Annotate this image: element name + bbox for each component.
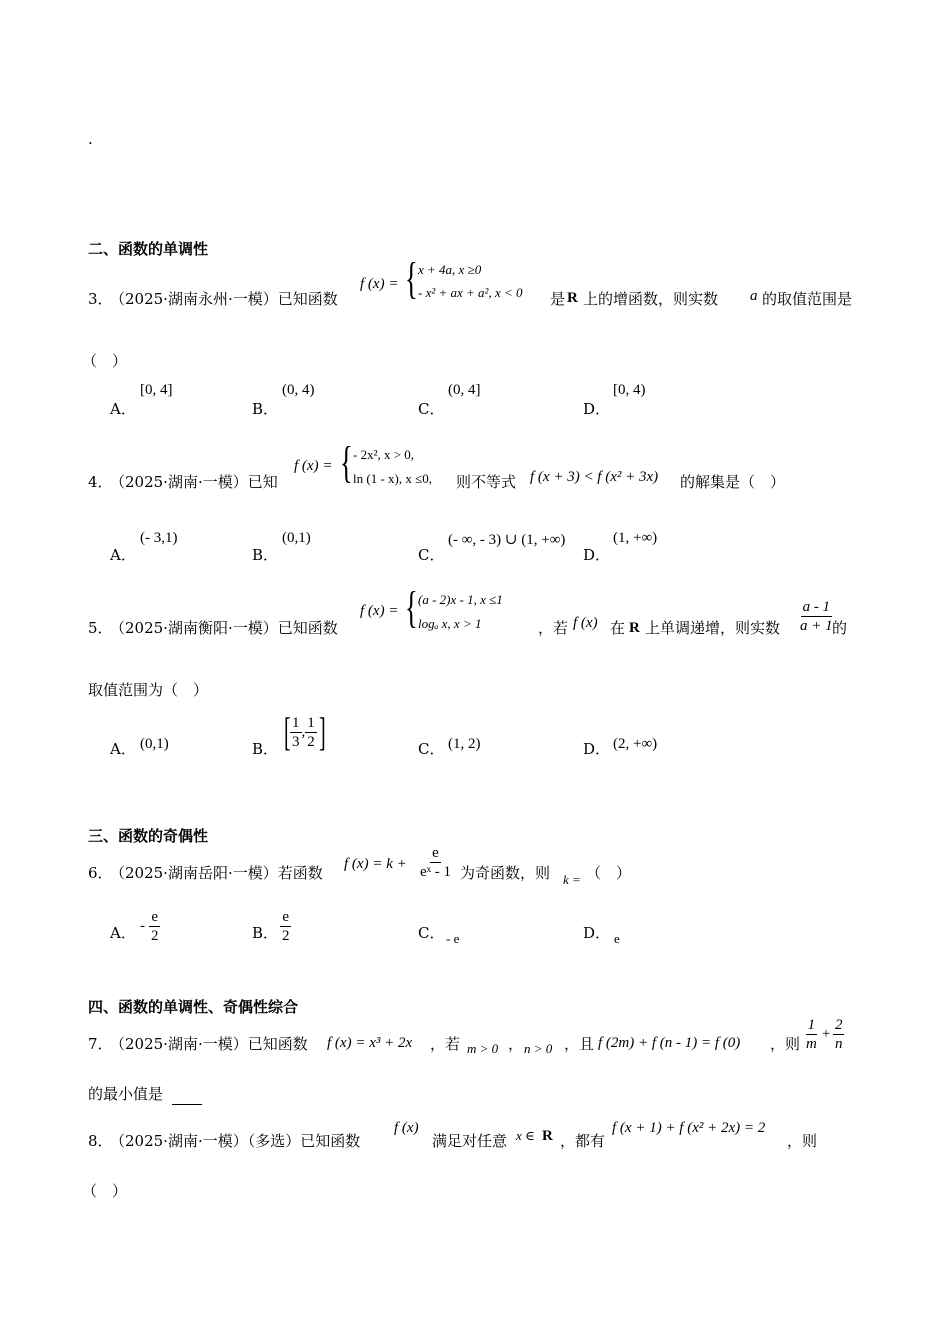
q4-option-c-value: (- ∞, - 3) ∪ (1, +∞) xyxy=(448,532,566,548)
q7-c2: ， xyxy=(508,1035,524,1053)
q4-case1: - 2x², x > 0, xyxy=(353,447,415,462)
q3-source: （2025·湖南永州·一模）已知函数 xyxy=(110,290,338,308)
q5-number: 5． xyxy=(88,619,113,637)
q6-number: 6． xyxy=(88,864,113,882)
q3-option-c-label: C． xyxy=(418,400,445,418)
q5-source: （2025·湖南衡阳·一模）已知函数 xyxy=(110,619,338,637)
q5-option-d-label: D． xyxy=(583,740,611,758)
q3-case1: x + 4a, x ≥0 xyxy=(418,262,482,277)
q3-option-a-value: [0, 4] xyxy=(140,382,173,398)
q7-f1n: 1 xyxy=(807,1017,816,1033)
q7-plus: + xyxy=(820,1026,831,1042)
q7-fx: f (x) = x³ + 2x xyxy=(327,1035,413,1051)
q7-f2n: 2 xyxy=(834,1017,843,1033)
q5-mid: ，若 xyxy=(538,619,569,637)
q8-source: （2025·湖南·一模）（多选）已知函数 xyxy=(110,1132,361,1150)
q6-option-a-label: A． xyxy=(110,924,136,942)
section-heading-monotonicity: 二、函数的单调性 xyxy=(88,240,209,258)
q3-tail: 上的增函数，则实数 xyxy=(583,290,719,308)
q5-brace: { xyxy=(405,583,418,632)
q3-option-b-value: (0, 4) xyxy=(282,382,315,398)
q3-a: a xyxy=(750,288,758,304)
q6-option-c-label: C． xyxy=(418,924,445,942)
q6-option-d-value: e xyxy=(614,931,620,946)
q6-b-n: e xyxy=(282,909,290,925)
q5-option-a-label: A． xyxy=(110,740,136,758)
q7-blank xyxy=(172,1083,202,1105)
q7-number: 7． xyxy=(88,1035,113,1053)
q5-line2: 取值范围为（ ） xyxy=(88,681,209,699)
q4-option-a-value: (- 3,1) xyxy=(140,530,178,546)
q5-frac-denominator: a + 1 xyxy=(800,618,833,634)
q5-option-b-value: [ $\frac{1}{3}$ , $\frac{1}{2}$ ] xyxy=(284,709,326,754)
q6-option-a-value xyxy=(140,908,161,945)
q3-case2: - x² + ax + a², x < 0 xyxy=(418,285,523,300)
q6-frac-denominator: eˣ - 1 xyxy=(420,864,451,880)
section-heading-combined: 四、函数的单调性、奇偶性综合 xyxy=(88,998,299,1016)
q6-a-sign: - xyxy=(140,918,145,934)
q8-R: R xyxy=(542,1128,553,1144)
q5-b-d2: 2 xyxy=(307,733,315,750)
q8-fx: f (x) xyxy=(394,1120,419,1136)
q5-fraction xyxy=(798,598,835,635)
q7-n: n > 0 xyxy=(524,1041,553,1056)
q3-paren: （ ） xyxy=(82,352,128,370)
section-heading-parity: 三、函数的奇偶性 xyxy=(88,827,209,845)
q5-option-b-label: B． xyxy=(252,740,279,758)
q4-ineq: f (x + 3) < f (x² + 3x) xyxy=(530,469,659,485)
q4-option-d-value: (1, +∞) xyxy=(613,530,658,546)
q4-case2: ln (1 - x), x ≤0, xyxy=(353,471,432,486)
q8-c2: ，都有 xyxy=(560,1132,606,1150)
q5-case2: logₐ x, x > 1 xyxy=(418,616,482,631)
q5-case1: (a - 2)x - 1, x ≤1 xyxy=(418,592,503,607)
q4-tail2: 的解集是（ ） xyxy=(680,473,786,491)
q8-c1: 满足对任意 xyxy=(432,1132,508,1150)
q6-frac-numerator: e xyxy=(432,845,439,861)
q4-option-b-value: (0,1) xyxy=(282,530,311,546)
q8-eq: f (x + 1) + f (x² + 2x) = 2 xyxy=(612,1120,766,1136)
q6-b-d: 2 xyxy=(282,928,290,944)
q5-tail2: 的 xyxy=(832,619,848,637)
q4-brace: { xyxy=(340,438,353,487)
q6-paren: （ ） xyxy=(586,864,632,882)
q7-f1d: m xyxy=(806,1036,817,1052)
q5-fx: f (x) = xyxy=(360,603,399,619)
q5-b-n1: 1 xyxy=(292,714,300,731)
q3-fx: f (x) = xyxy=(360,276,399,292)
q6-option-b-label: B． xyxy=(252,924,279,942)
q3-option-a-label: A． xyxy=(110,400,136,418)
q8-xr: x ∈ xyxy=(516,1128,535,1143)
q5-tail: 上单调递增，则实数 xyxy=(645,619,781,637)
q4-option-c-label: C． xyxy=(418,546,445,564)
q5-option-c-label: C． xyxy=(418,740,445,758)
q8-number: 8． xyxy=(88,1132,113,1150)
q5-option-c-value: (1, 2) xyxy=(448,736,481,752)
q6-tail: 为奇函数，则 xyxy=(460,864,551,882)
q3-option-d-value: [0, 4) xyxy=(613,382,646,398)
q5-option-a-value: (0,1) xyxy=(140,736,169,752)
q7-f2d: n xyxy=(834,1036,843,1052)
q7-eq: f (2m) + f (n - 1) = f (0) xyxy=(598,1035,741,1051)
q7-source: （2025·湖南·一模）已知函数 xyxy=(110,1035,308,1053)
q7-expr xyxy=(804,1016,844,1053)
q3-mid: 是 xyxy=(550,290,566,308)
q4-option-a-label: A． xyxy=(110,546,136,564)
q4-option-d-label: D． xyxy=(583,546,611,564)
q4-option-b-label: B． xyxy=(252,546,279,564)
q8-paren: （ ） xyxy=(82,1182,128,1200)
q6-a-d: 2 xyxy=(151,928,159,944)
q5-R: R xyxy=(629,620,640,636)
q4-number: 4． xyxy=(88,473,113,491)
q5-option-d-value: (2, +∞) xyxy=(613,736,658,752)
q7-line2: 的最小值是 xyxy=(88,1085,164,1103)
q4-tail: 则不等式 xyxy=(456,473,517,491)
q6-source: （2025·湖南岳阳·一模）若函数 xyxy=(110,864,323,882)
q3-number: 3． xyxy=(88,290,113,308)
q4-source: （2025·湖南·一模）已知 xyxy=(110,473,278,491)
q6-k: k = xyxy=(563,872,581,887)
q6-option-b-value xyxy=(280,908,292,945)
q6-option-c-value: - e xyxy=(446,931,460,946)
q5-b-n2: 1 xyxy=(307,714,315,731)
q3-option-d-label: D． xyxy=(583,400,611,418)
q5-fx2: f (x) xyxy=(573,615,598,631)
q6-fraction xyxy=(418,844,453,881)
q5-frac-numerator: a - 1 xyxy=(802,599,831,615)
q7-m: m > 0 xyxy=(467,1041,499,1056)
q3-tail2: 的取值范围是 xyxy=(762,290,853,308)
q8-c3: ，则 xyxy=(787,1132,818,1150)
q3-option-b-label: B． xyxy=(252,400,279,418)
q4-fx: f (x) = xyxy=(294,458,333,474)
q7-c3: ，且 xyxy=(564,1035,595,1053)
q7-c4: ，则 xyxy=(770,1035,801,1053)
q5-b-d1: 3 xyxy=(292,733,300,750)
q3-option-c-value: (0, 4] xyxy=(448,382,481,398)
q3-brace: { xyxy=(405,254,418,303)
q7-c1: ，若 xyxy=(430,1035,461,1053)
q6-a-n: e xyxy=(151,909,159,925)
q5-mid2: 在 xyxy=(610,619,626,637)
q6-option-d-label: D． xyxy=(583,924,611,942)
q6-fx: f (x) = k + xyxy=(344,856,407,872)
top-dot: . xyxy=(88,130,93,148)
q3-R: R xyxy=(567,290,578,306)
